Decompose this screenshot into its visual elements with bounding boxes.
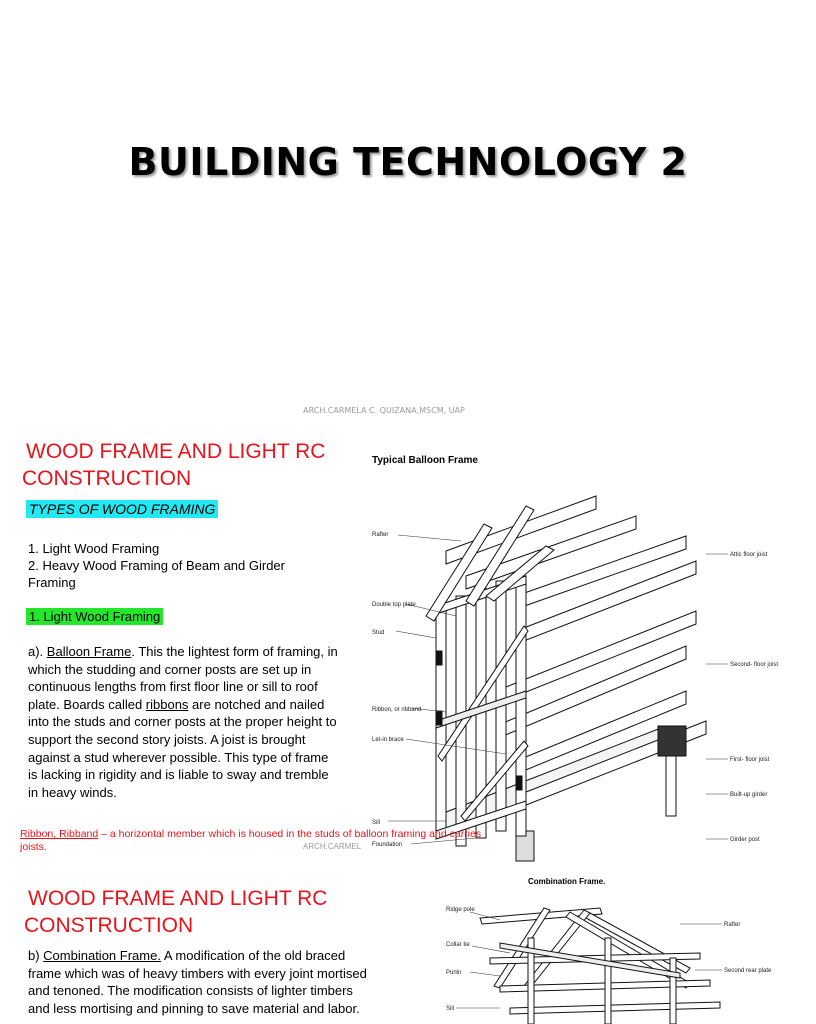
fig-label: Sill	[446, 1006, 455, 1012]
fig-label: Rafter	[372, 532, 389, 538]
fig-label: Built-up girder	[730, 792, 768, 798]
balloon-frame-slide	[0, 424, 779, 864]
fig-label: Ridge pole	[446, 907, 475, 913]
fig-label: Purlin	[446, 970, 462, 976]
balloon-text-b: are notched and nailed into the studs and corner posts at the proper height to support the second story joists. A joist is brought against a stud wherever possible. This type of frame is lacking in rigidity and is liable to sway and tremble in heavy winds.	[28, 696, 337, 800]
light-wood-framing-label: 1. Light Wood Framing	[26, 608, 163, 625]
section-title-line1: WOOD FRAME AND LIGHT RC	[26, 440, 326, 463]
balloon-figure-title: Typical Balloon Frame	[372, 455, 478, 466]
list-item: 1. Light Wood Framing	[28, 541, 160, 556]
fig-label: Second- floor joist	[730, 662, 779, 668]
footnote-term: Ribbon, Ribband	[20, 828, 99, 840]
fig-label: Sill	[372, 820, 381, 826]
fig-label: Ribbon, or ribband	[372, 707, 422, 713]
balloon-frame-illustration	[366, 476, 779, 864]
combination-figure-title: Combination Frame.	[528, 877, 606, 886]
fig-label: Second rear plate	[724, 968, 772, 974]
combination-term: Combination Frame.	[43, 948, 161, 963]
fig-label: Rafter	[724, 922, 741, 928]
framing-types-list	[28, 540, 328, 591]
ribbons-term: ribbons	[145, 696, 189, 712]
combination-frame-slide	[0, 868, 772, 1024]
combination-text: A modification of the old braced frame which was of heavy timbers with every joint mortised and tenoned. The modification consists of lighter timbers and less mortising and pinning to save material and labor.	[28, 948, 367, 1016]
fig-label: Foundation	[372, 842, 403, 848]
footnote-text: – a horizontal member which is housed in the studs of balloon framing and carries joists.	[20, 828, 482, 853]
fig-label: Double top plate	[372, 602, 416, 608]
combination-frame-paragraph	[28, 947, 378, 1017]
ribbon-footnote	[20, 828, 490, 854]
author-credit: ARCH.CARMELA C. QUIZANA,MSCM, UAP	[303, 406, 465, 415]
list-item: 2. Heavy Wood Framing of Beam and Girder Framing	[28, 558, 285, 590]
balloon-term: Balloon Frame	[46, 644, 132, 659]
balloon-prefix: a).	[28, 644, 47, 659]
fig-label: First- floor joist	[730, 757, 770, 763]
fig-label: Attic floor joist	[730, 552, 768, 558]
combination-frame-illustration	[440, 898, 772, 1024]
combination-prefix: b)	[28, 948, 44, 963]
section-title-line2: CONSTRUCTION	[24, 914, 194, 937]
author-credit-partial: ARCH.CARMEL	[303, 842, 362, 851]
section-title-line2: CONSTRUCTION	[22, 467, 192, 490]
types-label: TYPES OF WOOD FRAMING	[26, 500, 218, 518]
deck-title: BUILDING TECHNOLOGY 2	[128, 140, 688, 184]
balloon-frame-paragraph	[28, 643, 340, 801]
title-slide	[0, 0, 768, 420]
section-title-line1: WOOD FRAME AND LIGHT RC	[28, 887, 328, 910]
fig-label: Collar tie	[446, 942, 470, 948]
balloon-text-a: . This the lightest form of framing, in which the studding and corner posts are set up in continuous lengths from first floor line or sill to roof plate. Boards called	[28, 644, 338, 712]
fig-label: Stud	[372, 630, 385, 636]
fig-label: Girder post	[730, 837, 760, 843]
fig-label: Let-in brace	[372, 737, 404, 743]
